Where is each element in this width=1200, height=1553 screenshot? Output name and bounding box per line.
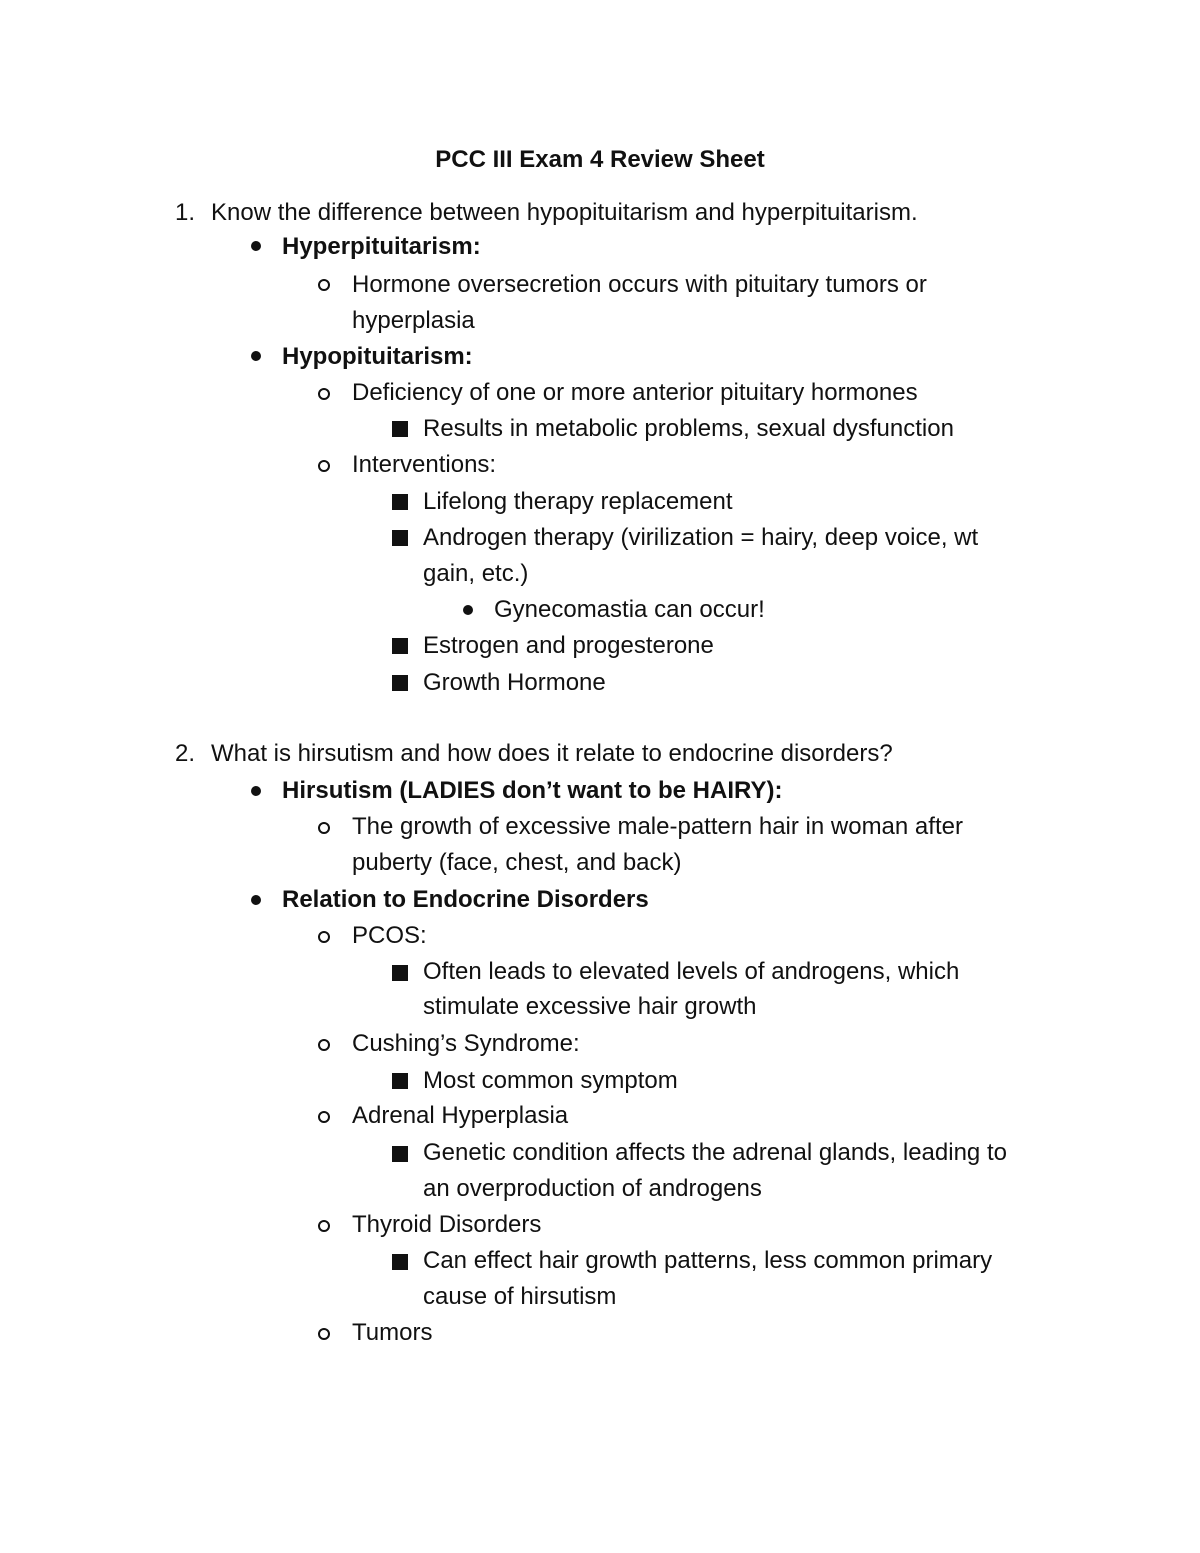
pcos-item-line2: stimulate excessive hair growth xyxy=(423,993,757,1020)
thyroid-item-line2: cause of hirsutism xyxy=(423,1283,617,1310)
adrenal-label: Adrenal Hyperplasia xyxy=(352,1102,569,1129)
bullet-circle-icon xyxy=(318,931,330,943)
bullet-circle-icon xyxy=(318,1111,330,1123)
hypo-heading: Hypopituitarism: xyxy=(282,343,473,370)
bullet-square-icon xyxy=(392,965,408,981)
thyroid-item-line1: Can effect hair growth patterns, less common primary xyxy=(423,1247,993,1274)
bullet-square-icon xyxy=(392,530,408,546)
hyper-item-line1: Hormone oversecretion occurs with pituitary tumors or xyxy=(352,271,927,298)
bullet-dot-icon xyxy=(251,786,261,796)
bullet-circle-icon xyxy=(318,388,330,400)
bullet-circle-icon xyxy=(318,822,330,834)
bullet-dot-icon xyxy=(251,241,261,251)
int-item1: Lifelong therapy replacement xyxy=(423,488,733,515)
int-item2-line2: gain, etc.) xyxy=(423,560,529,587)
int-item2-line1: Androgen therapy (virilization = hairy, deep voice, wt xyxy=(423,524,979,551)
bullet-square-icon xyxy=(392,421,408,437)
bullet-square-icon xyxy=(392,1073,408,1089)
hirsutism-def-line1: The growth of excessive male-pattern hair in woman after xyxy=(352,813,963,840)
bullet-square-icon xyxy=(392,1254,408,1270)
bullet-dot-icon xyxy=(251,351,261,361)
q2-number: 2. xyxy=(175,740,196,767)
bullet-circle-icon xyxy=(318,460,330,472)
cushings-label: Cushing’s Syndrome: xyxy=(352,1030,580,1057)
interventions-label: Interventions: xyxy=(352,451,497,478)
q1-number: 1. xyxy=(175,199,196,226)
page-title: PCC III Exam 4 Review Sheet xyxy=(435,146,765,173)
hypo-item1: Deficiency of one or more anterior pituitary hormones xyxy=(352,379,918,406)
hirsutism-def-line2: puberty (face, chest, and back) xyxy=(352,849,682,876)
bullet-square-icon xyxy=(392,494,408,510)
pcos-label: PCOS: xyxy=(352,922,427,949)
bullet-dot-icon xyxy=(251,895,261,905)
hypo-item1-sub: Results in metabolic problems, sexual dysfunction xyxy=(423,415,954,442)
bullet-circle-icon xyxy=(318,1328,330,1340)
bullet-dot-icon xyxy=(463,605,473,615)
cushings-item: Most common symptom xyxy=(423,1067,678,1094)
int-item4: Growth Hormone xyxy=(423,669,606,696)
q2-question: What is hirsutism and how does it relate to endocrine disorders? xyxy=(211,740,893,767)
q1-question: Know the difference between hypopituitarism and hyperpituitarism. xyxy=(211,199,918,226)
hyper-heading: Hyperpituitarism: xyxy=(282,233,481,260)
adrenal-item-line1: Genetic condition affects the adrenal glands, leading to xyxy=(423,1139,1007,1166)
bullet-circle-icon xyxy=(318,1039,330,1051)
int-item3: Estrogen and progesterone xyxy=(423,632,714,659)
relation-heading: Relation to Endocrine Disorders xyxy=(282,886,649,913)
adrenal-item-line2: an overproduction of androgens xyxy=(423,1175,762,1202)
tumors-label: Tumors xyxy=(352,1319,433,1346)
hirsutism-heading: Hirsutism (LADIES don’t want to be HAIRY): xyxy=(282,777,783,804)
hyper-item-line2: hyperplasia xyxy=(352,307,475,334)
int-item2-sub: Gynecomastia can occur! xyxy=(494,596,765,623)
bullet-square-icon xyxy=(392,675,408,691)
bullet-square-icon xyxy=(392,638,408,654)
pcos-item-line1: Often leads to elevated levels of androgens, which xyxy=(423,958,960,985)
bullet-circle-icon xyxy=(318,1220,330,1232)
thyroid-label: Thyroid Disorders xyxy=(352,1211,542,1238)
bullet-circle-icon xyxy=(318,279,330,291)
bullet-square-icon xyxy=(392,1146,408,1162)
